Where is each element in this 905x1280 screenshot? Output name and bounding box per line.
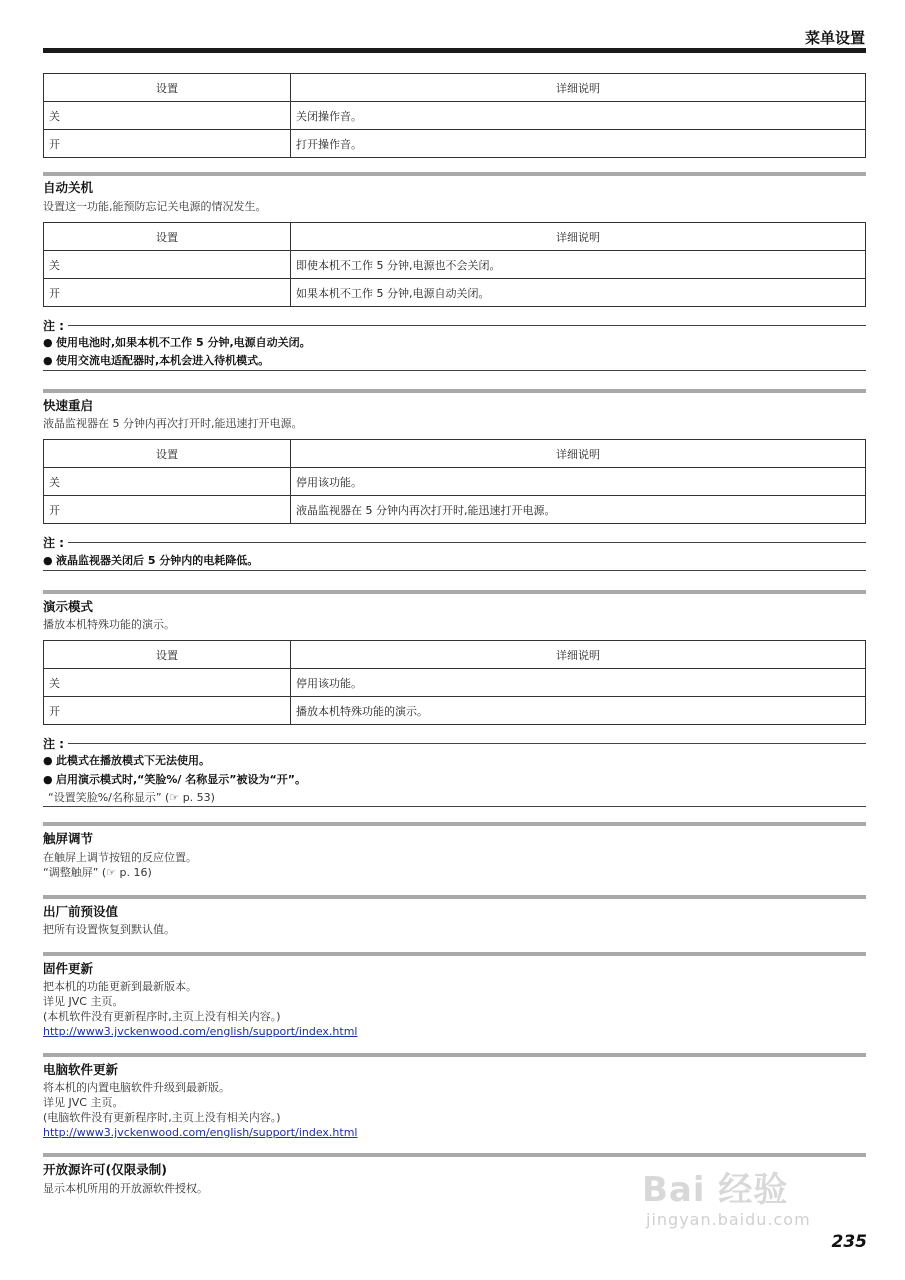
bullet-icon: ● [43,773,53,786]
support-link[interactable]: http://www3.jvckenwood.com/english/support/index.html [43,1126,358,1139]
setting-cell: 关 [44,669,291,697]
setting-cell: 关 [44,251,291,279]
description-line: 详见 JVC 主页。 [43,1096,124,1109]
header-rule [43,48,866,53]
section-description: 设置这一功能,能预防忘记关电源的情况发生。 [43,200,267,213]
note-item: ● 使用交流电适配器时,本机会进入待机模式。 [43,354,270,367]
description-line: 把所有设置恢复到默认值。 [43,923,175,936]
section-rule [43,172,866,176]
column-header-detail: 详细说明 [291,440,866,468]
table-row [44,496,866,524]
watermark-url: jingyan.baidu.com [646,1210,811,1229]
note-title: 注 : [43,536,64,550]
table-row [44,468,866,496]
section-title-demo-mode: 演示模式 [43,599,94,614]
bullet-icon: ● [43,336,53,349]
detail-cell: 打开操作音。 [291,130,866,158]
note-bottom-rule [43,370,866,371]
support-link[interactable]: http://www3.jvckenwood.com/english/support/index.html [43,1025,358,1038]
column-header-setting: 设置 [44,223,291,251]
table-row [44,130,866,158]
detail-cell: 即使本机不工作 5 分钟,电源也不会关闭。 [291,251,866,279]
column-header-setting: 设置 [44,440,291,468]
description-line: 详见 JVC 主页。 [43,995,124,1008]
quick-restart-table [43,439,866,524]
table-row [44,669,866,697]
section-description [43,1181,208,1196]
table-row [44,251,866,279]
note-rule [68,542,866,543]
bullet-icon: ● [43,554,53,567]
section-description [43,1080,357,1140]
section-description: 播放本机特殊功能的演示。 [43,618,175,631]
description-line: (本机软件没有更新程序时,主页上没有相关内容。) [43,1010,281,1023]
table-row [44,102,866,130]
detail-cell: 如果本机不工作 5 分钟,电源自动关闭。 [291,279,866,307]
column-header-detail: 详细说明 [291,223,866,251]
table-header-row [44,74,866,102]
section-title-open-source: 开放源许可(仅限录制) [43,1162,167,1177]
detail-cell: 停用该功能。 [291,468,866,496]
section-rule [43,895,866,899]
page-number: 235 [831,1232,867,1252]
page-reference-link[interactable]: “设置笑脸%/名称显示” (☞ p. 53) [48,791,215,804]
section-rule [43,1053,866,1057]
setting-cell: 开 [44,279,291,307]
note-item: ● 液晶监视器关闭后 5 分钟内的电耗降低。 [43,554,259,567]
section-title-touch-adjust: 触屏调节 [43,831,94,846]
detail-cell: 关闭操作音。 [291,102,866,130]
section-rule [43,590,866,594]
detail-cell: 播放本机特殊功能的演示。 [291,697,866,725]
setting-cell: 开 [44,130,291,158]
section-title-pc-software-update: 电脑软件更新 [43,1062,119,1077]
table-row [44,697,866,725]
demo-mode-table [43,640,866,725]
auto-power-off-table [43,222,866,307]
table-header-row [44,440,866,468]
table-header-row [44,223,866,251]
description-line: 将本机的内置电脑软件升级到最新版。 [43,1081,230,1094]
section-rule [43,822,866,826]
bullet-icon: ● [43,754,53,767]
column-header-setting: 设置 [44,74,291,102]
detail-cell: 液晶监视器在 5 分钟内再次打开时,能迅速打开电源。 [291,496,866,524]
section-description: 液晶监视器在 5 分钟内再次打开时,能迅速打开电源。 [43,417,303,430]
note-title: 注 : [43,737,64,751]
note-bottom-rule [43,806,866,807]
note-item: ● 使用电池时,如果本机不工作 5 分钟,电源自动关闭。 [43,336,311,349]
setting-cell: 关 [44,468,291,496]
description-line: 把本机的功能更新到最新版本。 [43,980,197,993]
setting-cell: 开 [44,697,291,725]
note-rule [68,325,866,326]
page-reference-link[interactable]: “调整触屏” (☞ p. 16) [43,866,152,879]
column-header-detail: 详细说明 [291,74,866,102]
section-title-auto-power-off: 自动关机 [43,180,94,195]
detail-cell: 停用该功能。 [291,669,866,697]
note-rule [68,743,866,744]
description-line: (电脑软件没有更新程序时,主页上没有相关内容。) [43,1111,281,1124]
bullet-icon: ● [43,354,53,367]
watermark-logo: Bai 经验 [642,1170,789,1210]
description-line: 在触屏上调节按钮的反应位置。 [43,851,197,864]
section-rule [43,389,866,393]
baidu-watermark [642,1148,862,1238]
section-description [43,850,197,880]
note-item: ● 此模式在播放模式下无法使用。 [43,754,210,767]
section-description [43,979,357,1039]
section-title-firmware-update: 固件更新 [43,961,94,976]
description-line: 显示本机所用的开放源软件授权。 [43,1182,208,1195]
note-bottom-rule [43,570,866,571]
table-row [44,279,866,307]
column-header-setting: 设置 [44,641,291,669]
note-title: 注 : [43,319,64,333]
page-title: 菜单设置 [804,29,865,47]
sound-settings-table [43,73,866,158]
section-description [43,922,175,937]
setting-cell: 关 [44,102,291,130]
section-rule [43,952,866,956]
column-header-detail: 详细说明 [291,641,866,669]
setting-cell: 开 [44,496,291,524]
section-title-factory-preset: 出厂前预设值 [43,904,119,919]
table-header-row [44,641,866,669]
section-title-quick-restart: 快速重启 [43,398,94,413]
note-item: ● 启用演示模式时,“笑脸%/ 名称显示”被设为“开”。 [43,773,306,786]
